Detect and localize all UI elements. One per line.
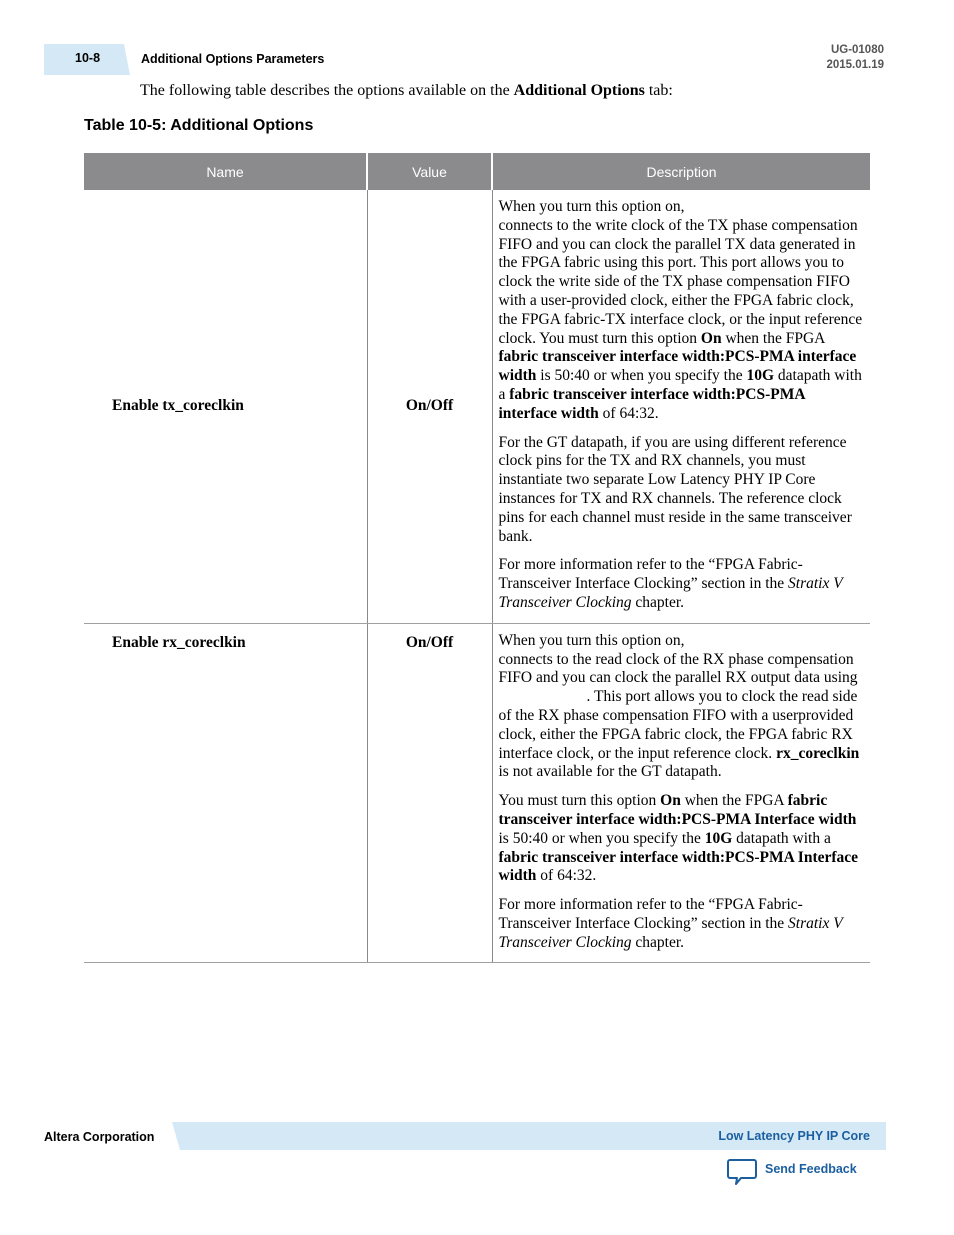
desc-text: For more information refer to the “FPGA Fabric-Transceiver Interface Clocking” section in the (498, 896, 803, 932)
desc-text: connects to the read clock of the RX phase compensation FIFO and you can clock the parallel RX output data using (498, 650, 858, 687)
desc-text: For more information refer to the “FPGA Fabric-Transceiver Interface Clocking” section in the (498, 556, 803, 593)
option-description (492, 190, 870, 623)
page-number: 10-8 (75, 51, 101, 65)
table-row (84, 623, 870, 963)
description-paragraph (499, 632, 865, 782)
option-name: Enable tx_coreclkin (84, 190, 367, 623)
desc-bold: fabric transceiver interface width:PCS-PMA interface width (498, 348, 857, 385)
desc-text: of 64:32. (536, 867, 597, 885)
desc-text: is not available for the GT datapath. (498, 763, 722, 781)
intro-text: The following table describes the options available on the (140, 82, 514, 99)
additional-options-table (84, 153, 870, 963)
footer-product-link[interactable]: Low Latency PHY IP Core (718, 1129, 870, 1143)
desc-bold: fabric transceiver interface width:PCS-PMA interface width (498, 385, 805, 422)
desc-text: connects to the write clock of the TX phase compensation FIFO and you can clock the parallel TX data generated in the FPGA fabric using this port. This port allows you to clock the write side of the TX phase compensation FIFO with a user-provided clock, either the FPGA fabric clock, the FPGA fabric-TX interface clock, or the input reference clock. You must turn this option (498, 216, 863, 347)
desc-text: When you turn this option on, (498, 631, 685, 649)
desc-text: is 50:40 or when you specify the (498, 829, 705, 847)
desc-text: when the FPGA (680, 792, 788, 810)
desc-bold: fabric transceiver interface width:PCS-PMA Interface width (498, 792, 857, 828)
intro-paragraph (140, 82, 673, 100)
description-paragraph (499, 556, 865, 612)
intro-tab-name: Additional Options (513, 82, 645, 99)
option-name: Enable rx_coreclkin (84, 623, 367, 963)
column-header-value: Value (367, 153, 492, 190)
desc-text: You must turn this option (498, 792, 661, 810)
desc-text: of 64:32. (598, 404, 659, 422)
description-paragraph (499, 198, 865, 424)
footer-corporation: Altera Corporation (44, 1130, 155, 1144)
desc-text: datapath with a (498, 367, 862, 403)
desc-text: When you turn this option on, (498, 198, 685, 215)
desc-bold: fabric transceiver interface width:PCS-PMA Interface width (498, 848, 859, 885)
desc-text: datapath with a (732, 829, 831, 847)
description-paragraph (499, 792, 865, 886)
description-paragraph (499, 896, 865, 952)
option-value: On/Off (367, 623, 492, 963)
column-header-description: Description (492, 153, 870, 190)
intro-text-end: tab: (644, 82, 673, 99)
document-number: UG-01080 (830, 44, 884, 56)
send-feedback-link[interactable]: Send Feedback (765, 1162, 857, 1176)
desc-text: chapter. (631, 933, 685, 951)
speech-bubble-icon[interactable] (727, 1158, 757, 1186)
option-description (492, 623, 870, 963)
desc-bold: 10G (746, 367, 775, 385)
section-title: Additional Options Parameters (141, 52, 325, 66)
desc-bold: On (660, 792, 681, 810)
desc-text: is 50:40 or when you specify the (536, 367, 747, 385)
table-header-row (84, 153, 870, 190)
desc-text: chapter. (631, 593, 685, 611)
desc-bold: On (700, 329, 722, 347)
description-paragraph: For the GT datapath, if you are using different reference clock pins for the TX and RX channels, you must instantiate two separate Low Latency PHY IP Core instances for TX and RX channels. The reference clock pins for each channel must reside in the same transceiver bank. (498, 433, 852, 545)
desc-italic: Stratix V Transceiver Clocking (498, 575, 843, 611)
table-row (84, 190, 870, 623)
desc-text: when the FPGA (721, 329, 825, 347)
table-caption: Table 10-5: Additional Options (84, 117, 314, 134)
desc-bold: 10G (704, 829, 733, 847)
desc-bold: rx_coreclkin (776, 744, 860, 762)
desc-text: . This port allows you to clock the read side of the RX phase compensation FIFO with a userprovided clock, either the FPGA fabric clock, the FPGA fabric RX interface clock, or the input reference clock. (498, 688, 858, 762)
column-header-name: Name (84, 153, 367, 190)
document-id (826, 43, 884, 72)
document-date: 2015.01.19 (826, 58, 884, 71)
desc-italic: Stratix V Transceiver Clocking (498, 914, 843, 951)
option-value: On/Off (367, 190, 492, 623)
